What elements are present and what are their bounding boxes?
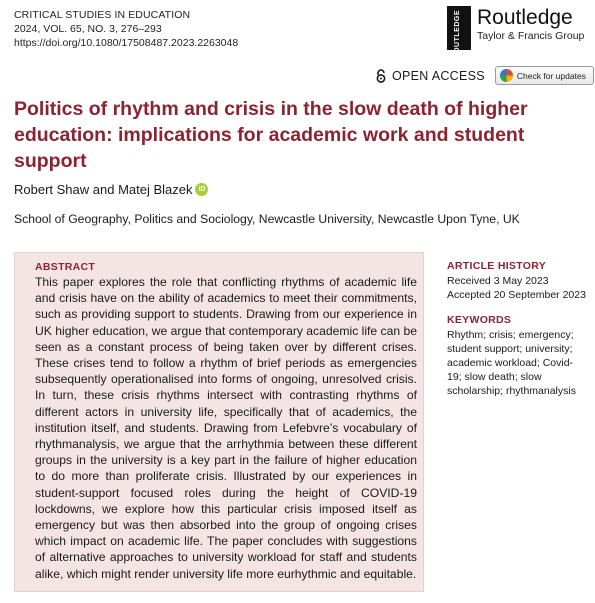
received-date: Received 3 May 2023	[447, 275, 549, 287]
abstract-heading: ABSTRACT	[35, 261, 96, 273]
affiliation: School of Geography, Politics and Sociology, Newcastle University, Newcastle Upon Tyne, UK	[14, 212, 520, 226]
accepted-date: Accepted 20 September 2023	[447, 289, 586, 301]
article-history-heading: ARTICLE HISTORY	[447, 260, 547, 272]
authors-line	[14, 182, 208, 197]
keywords-heading: KEYWORDS	[447, 314, 512, 326]
check-for-updates-label: Check for updates	[516, 70, 586, 81]
article-sidebar	[447, 260, 587, 398]
routledge-mark-text: ROUTLEDGE	[454, 10, 461, 59]
article-title: Politics of rhythm and crisis in the slow death of higher education: implications for academic work and student support	[14, 98, 528, 172]
abstract-text: This paper explores the role that conflicting rhythms of academic life and crisis have on the ability of academics to meet their commitments, such as providing support to students. Drawing from our experience in UK higher education, we argue that contemporary academic life can be seen as a constant process of being taken over by different crises. These crises tend to follow a rhythm of brief periods as emergencies subsequently operationalised into forms of ongoing, unresolved crisis. In turn, these crisis rhythms intersect with contrasting rhythms of different actors in university life, specifically that of academics, the institution itself, and students. Drawing from Lefebvre’s vocabulary of rhythmanalysis, we argue that the arrhythmia between these different groups in the university is a key part in the failure of higher education to do more than proliferate crisis. Illustrated by our experiences in student-support focused roles during the height of COVID-19 lockdowns, we explore how this particular crisis imposed itself as emergency but was then absorbed into the group of ongoing crises which impact on academic life. The paper concludes with suggestions of alternative approaches to university workload for staff and students alike, which might render university life more eurhythmic and equitable.	[35, 275, 417, 581]
journal-citation: 2024, VOL. 65, NO. 3, 276–293	[14, 23, 162, 35]
open-lock-icon	[375, 69, 387, 83]
journal-name: CRITICAL STUDIES IN EDUCATION	[14, 9, 191, 21]
publisher-logo	[447, 6, 585, 59]
journal-info	[14, 8, 238, 50]
check-updates-icon	[500, 69, 513, 82]
orcid-icon[interactable]: iD	[195, 183, 208, 196]
open-access-label: OPEN ACCESS	[392, 68, 485, 83]
access-row	[375, 66, 594, 85]
author-names: Robert Shaw and Matej Blazek	[14, 182, 193, 197]
publisher-name: Routledge	[477, 6, 573, 29]
routledge-mark-icon	[447, 6, 471, 59]
check-for-updates-button[interactable]	[495, 66, 594, 85]
keywords-list: Rhythm; crisis; emergency; student support; university; academic workload; Covid-19; slow death; slow scholarship; rhythmanalysis	[447, 329, 576, 397]
doi-link[interactable]: https://doi.org/10.1080/17508487.2023.2263048	[14, 37, 239, 49]
publisher-subtitle: Taylor & Francis Group	[477, 30, 585, 42]
abstract-box	[14, 252, 424, 592]
